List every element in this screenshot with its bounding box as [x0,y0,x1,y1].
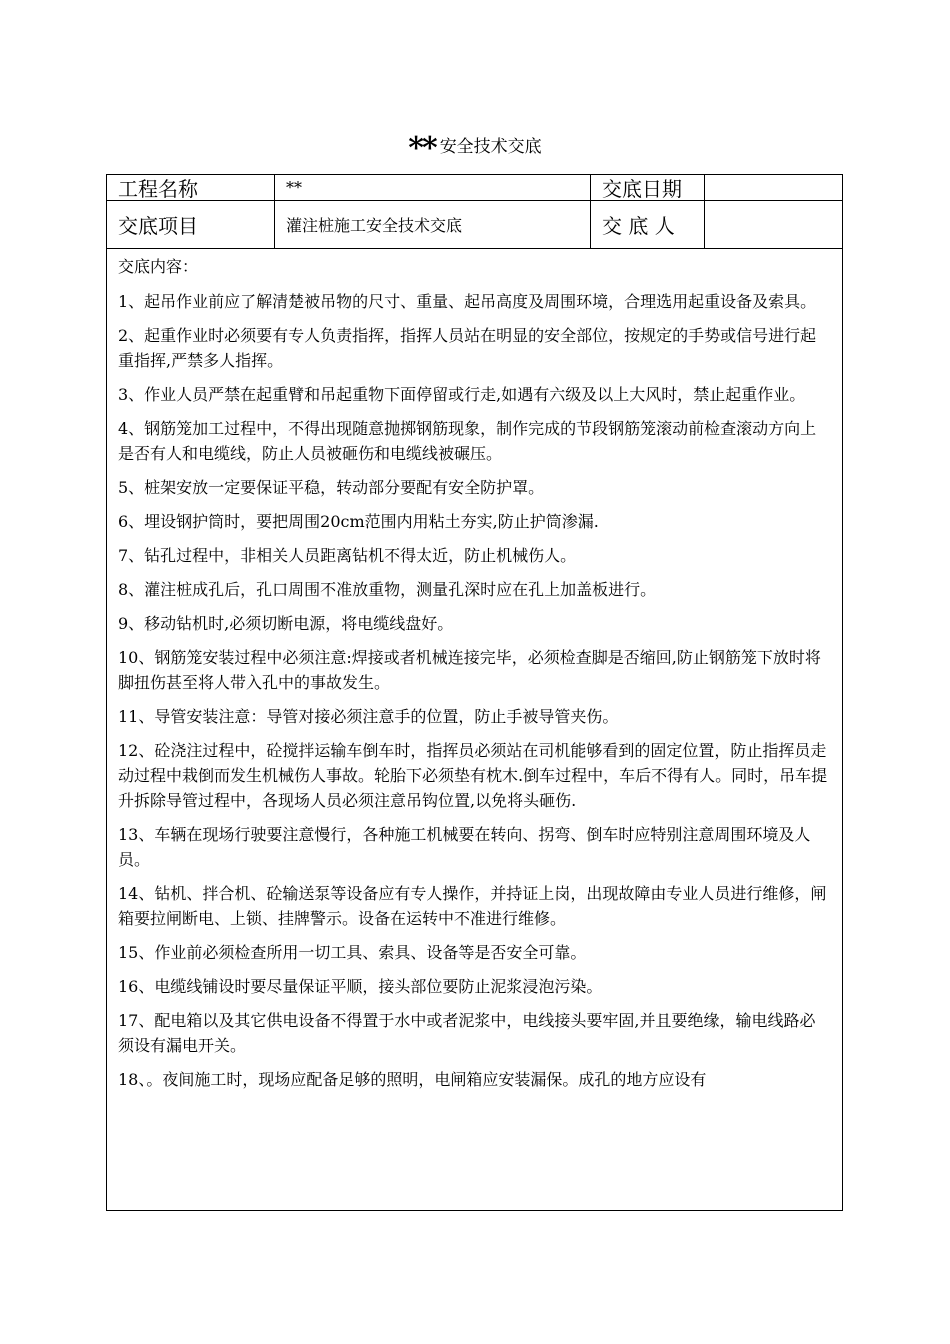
content-item: 14、钻机、拌合机、砼输送泵等设备应有专人操作，并持证上岗，出现故障由专业人员进行维修，闸箱要拉闸断电、上锁、挂牌警示。设备在运转中不准进行维修。 [118,884,827,928]
document-title [0,131,950,166]
content-item: 11、导管安装注意：导管对接必须注意手的位置，防止手被导管夹伤。 [118,707,619,726]
content-item: 16、电缆线铺设时要尽量保证平顺，接头部位要防止泥浆浸泡污染。 [118,977,603,996]
content-item: 5、桩架安放一定要保证平稳，转动部分要配有安全防护罩。 [118,478,545,497]
title-prefix: ** [408,131,436,166]
item-label: 交底项目 [107,201,275,249]
content-item: 13、车辆在现场行驶要注意慢行，各种施工机械要在转向、拐弯、倒车时应特别注意周围环境及人员。 [118,825,811,869]
project-name-value: ** [275,175,591,201]
disclosure-content [107,249,842,1101]
content-item: 15、作业前必须检查所用一切工具、索具、设备等是否安全可靠。 [118,943,587,962]
content-item: 3、作业人员严禁在起重臂和吊起重物下面停留或行走,如遇有六级及以上大风时，禁止起重作业。 [118,385,806,404]
disclosure-sheet [106,174,843,1211]
content-item: 17、配电箱以及其它供电设备不得置于水中或者泥浆中，电线接头要牢固,并且要绝缘，输电线路必须设有漏电开关。 [118,1011,816,1055]
content-item: 2、起重作业时必须要有专人负责指挥，指挥人员站在明显的安全部位，按规定的手势或信号进行起重指挥,严禁多人指挥。 [118,326,817,370]
person-value [705,201,842,249]
content-item: 10、钢筋笼安装过程中必须注意:焊接或者机械连接完毕，必须检查脚是否缩回,防止钢筋笼下放时将脚扭伤甚至将人带入孔中的事故发生。 [118,648,821,692]
project-name-label: 工程名称 [107,175,275,201]
content-item: 9、移动钻机时,必须切断电源，将电缆线盘好。 [118,614,454,633]
content-item: 6、埋设钢护筒时，要把周围20cm范围内用粘土夯实,防止护筒渗漏. [118,512,599,531]
content-item: 18、。夜间施工时，现场应配备足够的照明，电闸箱应安装漏保。成孔的地方应设有 [118,1070,707,1089]
header-table [107,175,842,249]
content-item: 7、钻孔过程中，非相关人员距离钻机不得太近，防止机械伤人。 [118,546,577,565]
item-value: 灌注桩施工安全技术交底 [275,201,591,249]
date-label: 交底日期 [591,175,705,201]
content-heading: 交底内容： [118,257,199,276]
title-text: 安全技术交底 [439,137,542,157]
content-item: 4、钢筋笼加工过程中，不得出现随意抛掷钢筋现象，制作完成的节段钢筋笼滚动前检查滚动方向上是否有人和电缆线，防止人员被砸伤和电缆线被碾压。 [118,419,817,463]
person-label: 交 底 人 [591,201,705,249]
content-item: 1、起吊作业前应了解清楚被吊物的尺寸、重量、起吊高度及周围环境，合理选用起重设备及索具。 [118,292,817,311]
content-item: 12、砼浇注过程中，砼搅拌运输车倒车时，指挥员必须站在司机能够看到的固定位置，防止指挥员走动过程中栽倒而发生机械伤人事故。轮胎下必须垫有枕木.倒车过程中，车后不得有人。同时，吊车提升拆除导管过程中，各现场人员必须注意吊钩位置,以免将头砸伤. [118,741,828,810]
date-value [705,175,842,201]
content-item: 8、灌注桩成孔后，孔口周围不准放重物，测量孔深时应在孔上加盖板进行。 [118,580,657,599]
